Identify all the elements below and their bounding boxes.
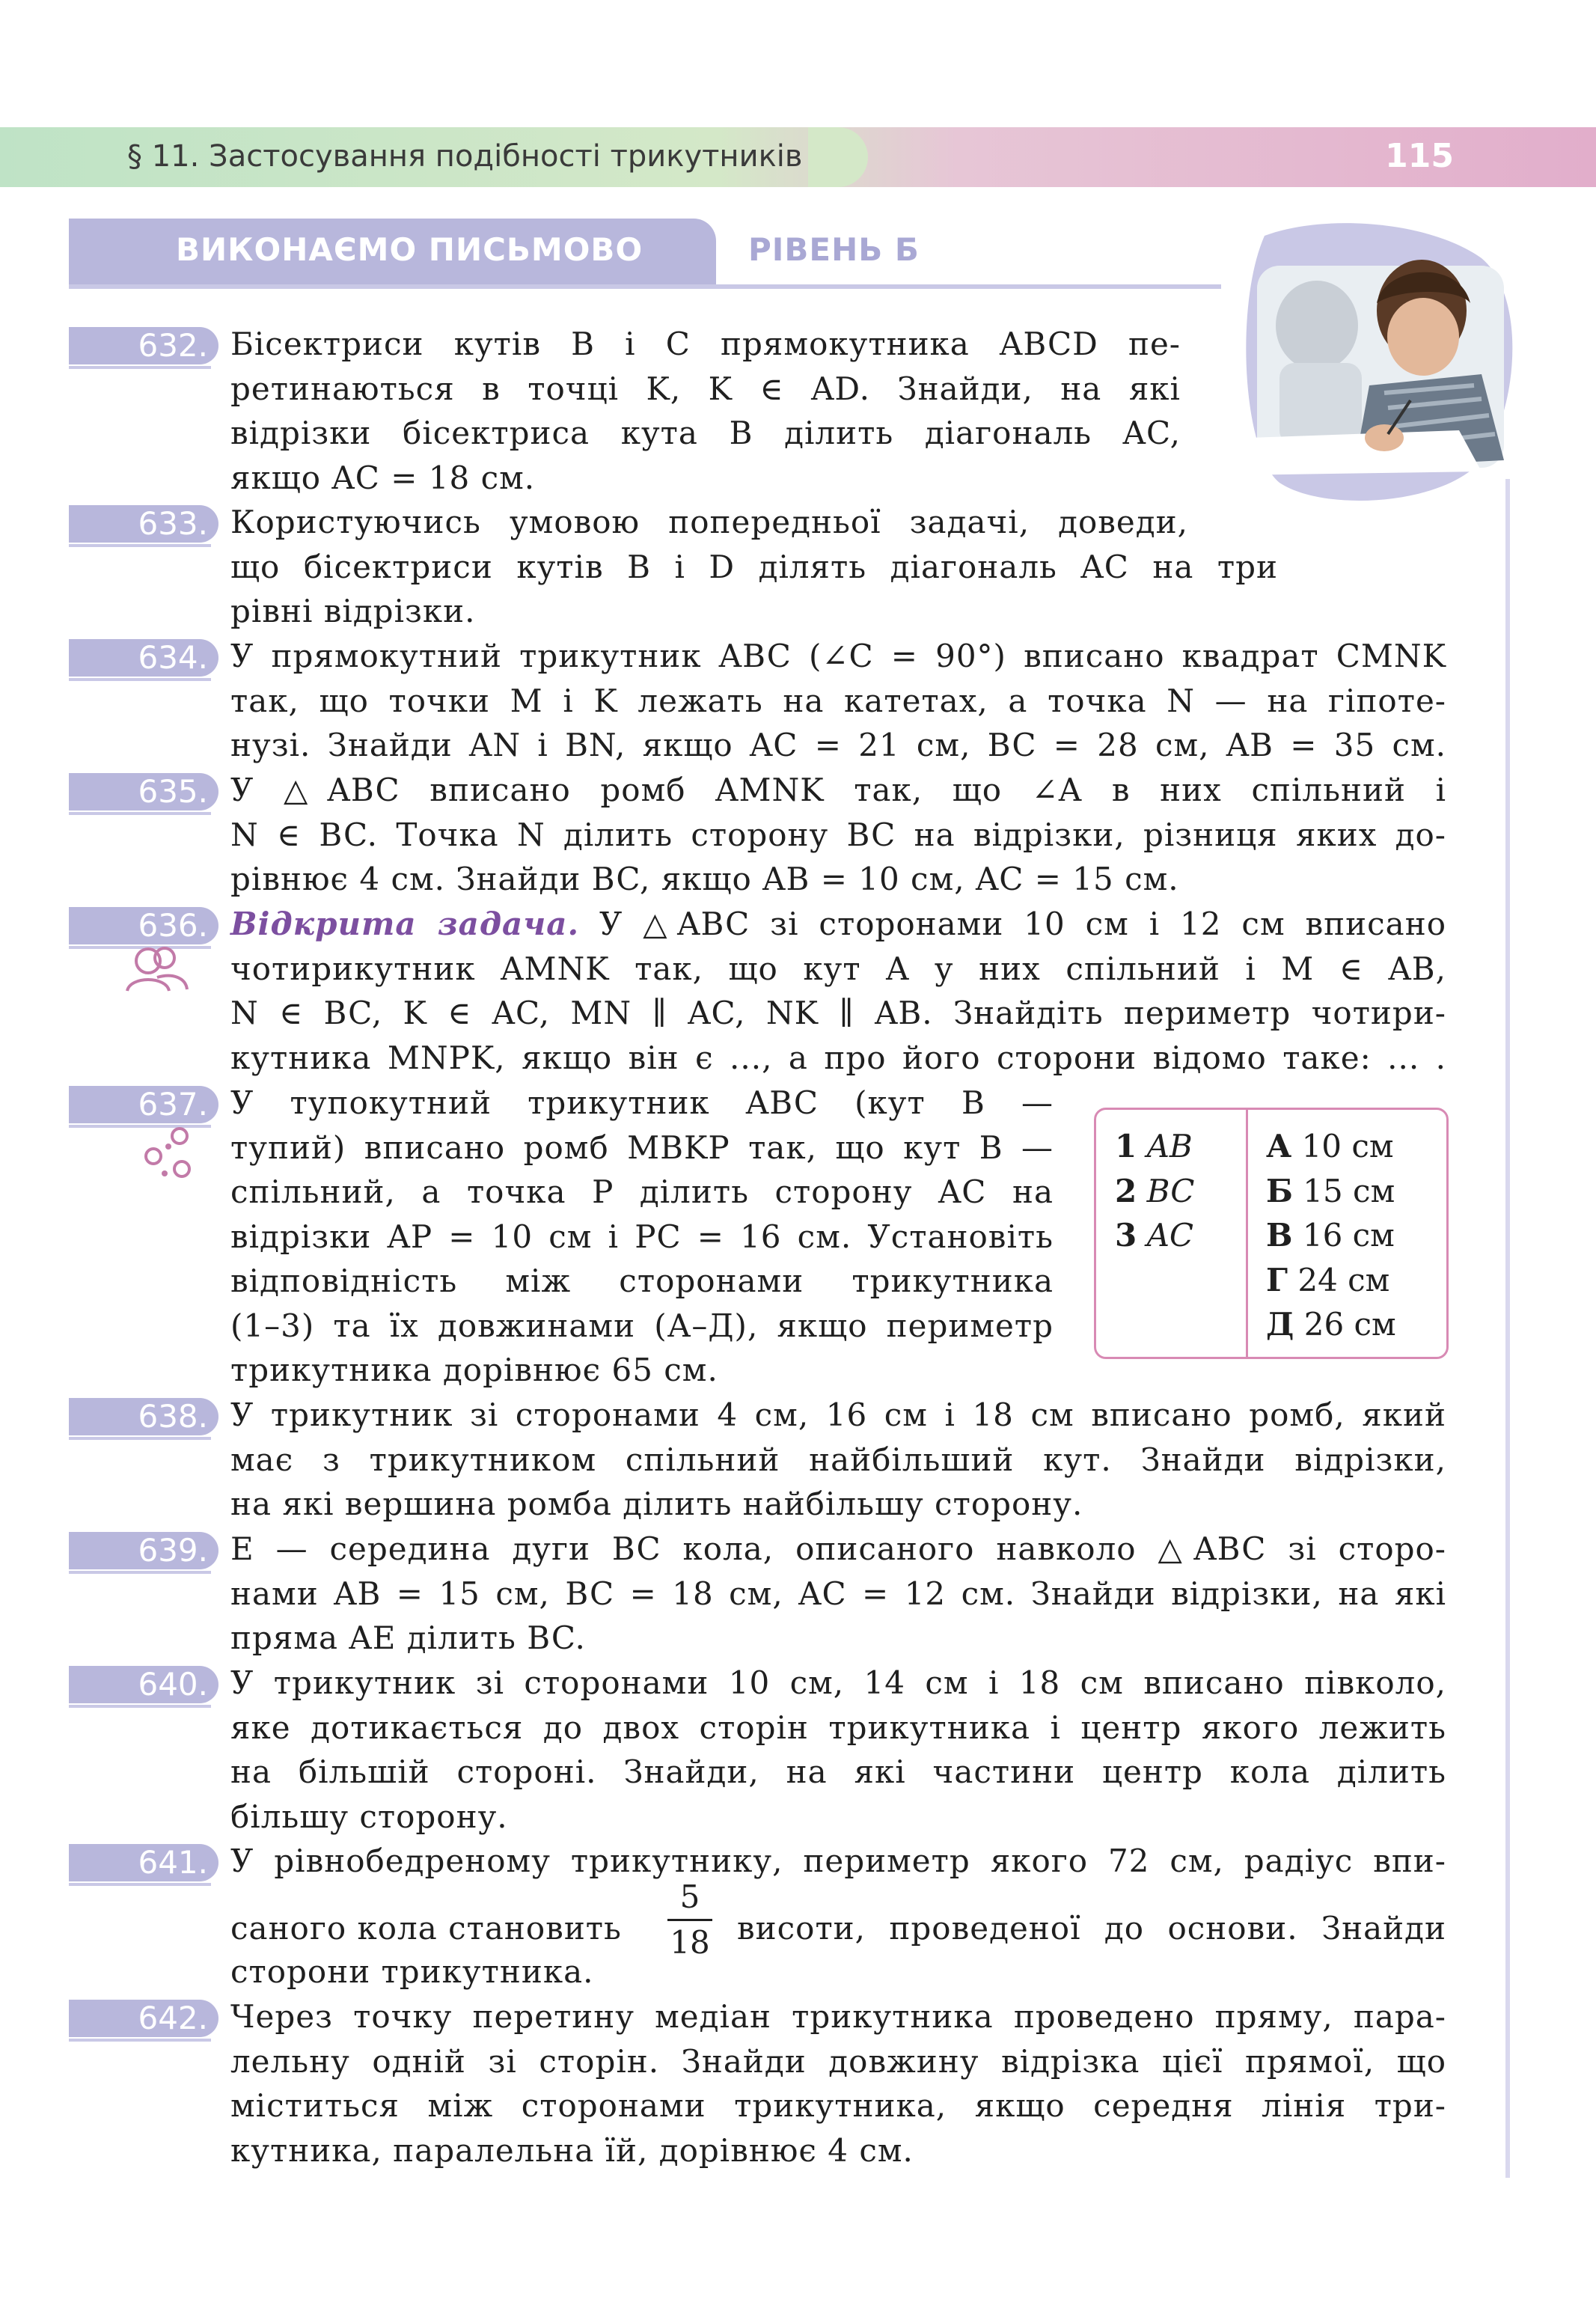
problem-line: відрізки бісектриса кута B ділить діагональ AC,: [230, 415, 1181, 451]
problem-line: ретинаються в точці K, K ∈ AD. Знайди, на які: [230, 370, 1181, 407]
problem-line: Бісектриси кутів B і C прямокутника ABCD пе-: [230, 326, 1181, 362]
problem-number-632: 632.: [69, 327, 218, 364]
problem-line: якщо AC = 18 см.: [230, 459, 536, 496]
problem-637-text: [230, 1081, 1054, 1393]
problem-line: У прямокутний трикутник ABC (∠C = 90°) вписано квадрат CMNK: [230, 638, 1446, 674]
problem-line: У △ABC зі сторонами 10 см і 12 см вписано: [579, 906, 1446, 942]
fraction-numerator: 5: [679, 1878, 700, 1915]
problem-line: кутника, паралельна їй, дорівнює 4 см.: [230, 2131, 914, 2169]
problem-number-640: 640.: [69, 1666, 218, 1703]
section-underline: [69, 284, 1221, 289]
problem-number-637: 637.: [69, 1086, 218, 1123]
problem-636-text: [230, 902, 1446, 1080]
problem-line: (1–3) та їх довжинами (А–Д), якщо периметр: [230, 1307, 1054, 1344]
problem-number-633: 633.: [69, 505, 218, 543]
problem-number-638: 638.: [69, 1398, 218, 1435]
problem-633-text: [230, 500, 1278, 634]
problem-line: нузі. Знайди AN і BN, якщо AC = 21 см, BC = 28 см, AB = 35 см.: [230, 727, 1446, 763]
page-number: 115: [1385, 137, 1454, 175]
problem-line: кутника MNPK, якщо він є ..., а про його сторони відомо таке: ... .: [230, 1039, 1446, 1076]
problem-number-635: 635.: [69, 773, 218, 810]
problem-line: У тупокутний трикутник ABC (кут B —: [230, 1084, 1054, 1121]
answer-left-column: [1115, 1124, 1194, 1258]
problem-line: трикутника дорівнює 65 см.: [230, 1352, 718, 1388]
problem-line: відрізки AP = 10 см і PC = 16 см. Установіть: [230, 1218, 1054, 1255]
answer-right-letter: Б: [1266, 1172, 1293, 1209]
answer-left-side: AC: [1146, 1217, 1194, 1254]
problem-line: Користуючись умовою попередньої задачі, доведи,: [230, 504, 1188, 540]
problem-line: так, що точки M і K лежать на катетах, а точка N — на гіпоте-: [230, 682, 1447, 719]
problem-line: міститься між сторонами трикутника, якщо середня лінія три-: [230, 2087, 1446, 2124]
problem-line: більшу сторону.: [230, 1798, 508, 1835]
answer-right-value: 24 см: [1297, 1261, 1390, 1298]
problem-number-634: 634.: [69, 639, 218, 677]
chapter-title: § 11. Застосування подібності трикутників: [127, 139, 803, 174]
problem-line: відповідність між сторонами трикутника: [230, 1263, 1054, 1299]
answer-right-value: 15 см: [1303, 1172, 1395, 1209]
problem-line: тупий) вписано ромб MBKP так, що кут B —: [230, 1129, 1054, 1166]
answer-left-number: 3: [1115, 1217, 1137, 1254]
problem-642-text: [230, 1994, 1446, 2173]
problem-number-639: 639.: [69, 1532, 218, 1569]
students-writing-illustration: [1235, 213, 1526, 513]
problem-number-636: 636.: [69, 907, 218, 944]
problem-635-text: [230, 768, 1446, 902]
answer-table-divider: [1246, 1110, 1248, 1357]
group-discussion-icon: [120, 944, 195, 997]
fraction-bar: [667, 1919, 712, 1921]
answer-right-letter: А: [1266, 1128, 1292, 1164]
problem-line: лельну одній зі сторін. Знайди довжину відрізка цієї прямої, що: [230, 2042, 1446, 2080]
problem-line: E — середина дуги BC кола, описаного навколо △ABC зі сторо-: [230, 1530, 1446, 1567]
section-title: ВИКОНАЄМО ПИСЬМОВО: [176, 231, 643, 268]
problem-line: рівнює 4 см. Знайди BC, якщо AB = 10 см, AC = 15 см.: [230, 861, 1179, 897]
problem-line: N ∈ BC, K ∈ AC, MN ∥ AC, NK ∥ AB. Знайдіть периметр чотири-: [230, 995, 1446, 1031]
problem-638-text: [230, 1393, 1446, 1527]
section-level: РІВЕНЬ Б: [748, 231, 920, 268]
answer-right-value: 26 см: [1303, 1306, 1396, 1343]
problem-line: Через точку перетину медіан трикутника проведено пряму, пара-: [230, 1998, 1446, 2035]
problem-641-text: [230, 1839, 1446, 1884]
header-curve: [808, 127, 868, 187]
answer-left-number: 1: [1115, 1128, 1137, 1164]
problem-line: У трикутник зі сторонами 4 см, 16 см і 18 см вписано ромб, який: [230, 1396, 1446, 1433]
problem-line: чотирикутник AMNK так, що кут A у них спільний і M ∈ AB,: [230, 950, 1446, 987]
right-margin-rule: [1505, 479, 1510, 2178]
answer-right-value: 10 см: [1301, 1128, 1394, 1164]
problem-639-text: [230, 1527, 1446, 1661]
problem-line: яке дотикається до двох сторін трикутника і центр якого лежить: [230, 1709, 1446, 1746]
problem-line: на більшій стороні. Знайди, на які частини центр кола ділить: [230, 1753, 1446, 1790]
problem-line: пряма AE ділить BC.: [230, 1619, 586, 1656]
answer-right-letter: Г: [1266, 1261, 1288, 1298]
answer-right-letter: Д: [1266, 1306, 1294, 1343]
fraction-denominator: 18: [670, 1924, 710, 1961]
problem-632-text: [230, 322, 1181, 500]
problem-641-line2-left: саного кола становить: [230, 1910, 622, 1947]
problem-line: рівні відрізки.: [230, 593, 476, 629]
matching-icon: [138, 1123, 206, 1182]
problem-634-text: [230, 634, 1446, 768]
problem-641-line3: сторони трикутника.: [230, 1953, 594, 1990]
problem-641-line2-right: висоти, проведеної до основи. Знайди: [737, 1910, 1446, 1947]
answer-right-value: 16 см: [1302, 1217, 1395, 1254]
problem-line: що бісектриси кутів B і D ділять діагональ AC на три: [230, 548, 1278, 585]
problem-number-641: 641.: [69, 1844, 218, 1881]
open-task-label: Відкрита задача.: [230, 906, 580, 942]
problem-line: У △ABC вписано ромб AMNK так, що ∠A в них спільний і: [230, 772, 1446, 808]
fraction: [667, 1878, 712, 1962]
problem-number-642: 642.: [69, 2000, 218, 2037]
problem-line: У трикутник зі сторонами 10 см, 14 см і 18 см вписано півколо,: [230, 1664, 1446, 1701]
problem-line: нами AB = 15 см, BC = 18 см, AC = 12 см. Знайди відрізки, на які: [230, 1575, 1446, 1612]
answer-left-number: 2: [1115, 1172, 1137, 1209]
problem-line: на які вершина ромба ділить найбільшу сторону.: [230, 1486, 1083, 1522]
answer-right-letter: В: [1266, 1217, 1293, 1254]
problem-line: має з трикутником спільний найбільший кут. Знайди відрізки,: [230, 1441, 1446, 1478]
answer-left-side: AB: [1146, 1128, 1193, 1164]
problem-640-text: [230, 1661, 1446, 1839]
problem-line: N ∈ BC. Точка N ділить сторону BC на відрізки, різниця яких до-: [230, 816, 1446, 853]
problem-line: спільний, а точка P ділить сторону AC на: [230, 1173, 1054, 1210]
answer-right-column: [1266, 1124, 1396, 1347]
answer-left-side: BC: [1146, 1172, 1195, 1209]
problem-line: У рівнобедреному трикутнику, периметр якого 72 см, радіус впи-: [230, 1843, 1446, 1879]
